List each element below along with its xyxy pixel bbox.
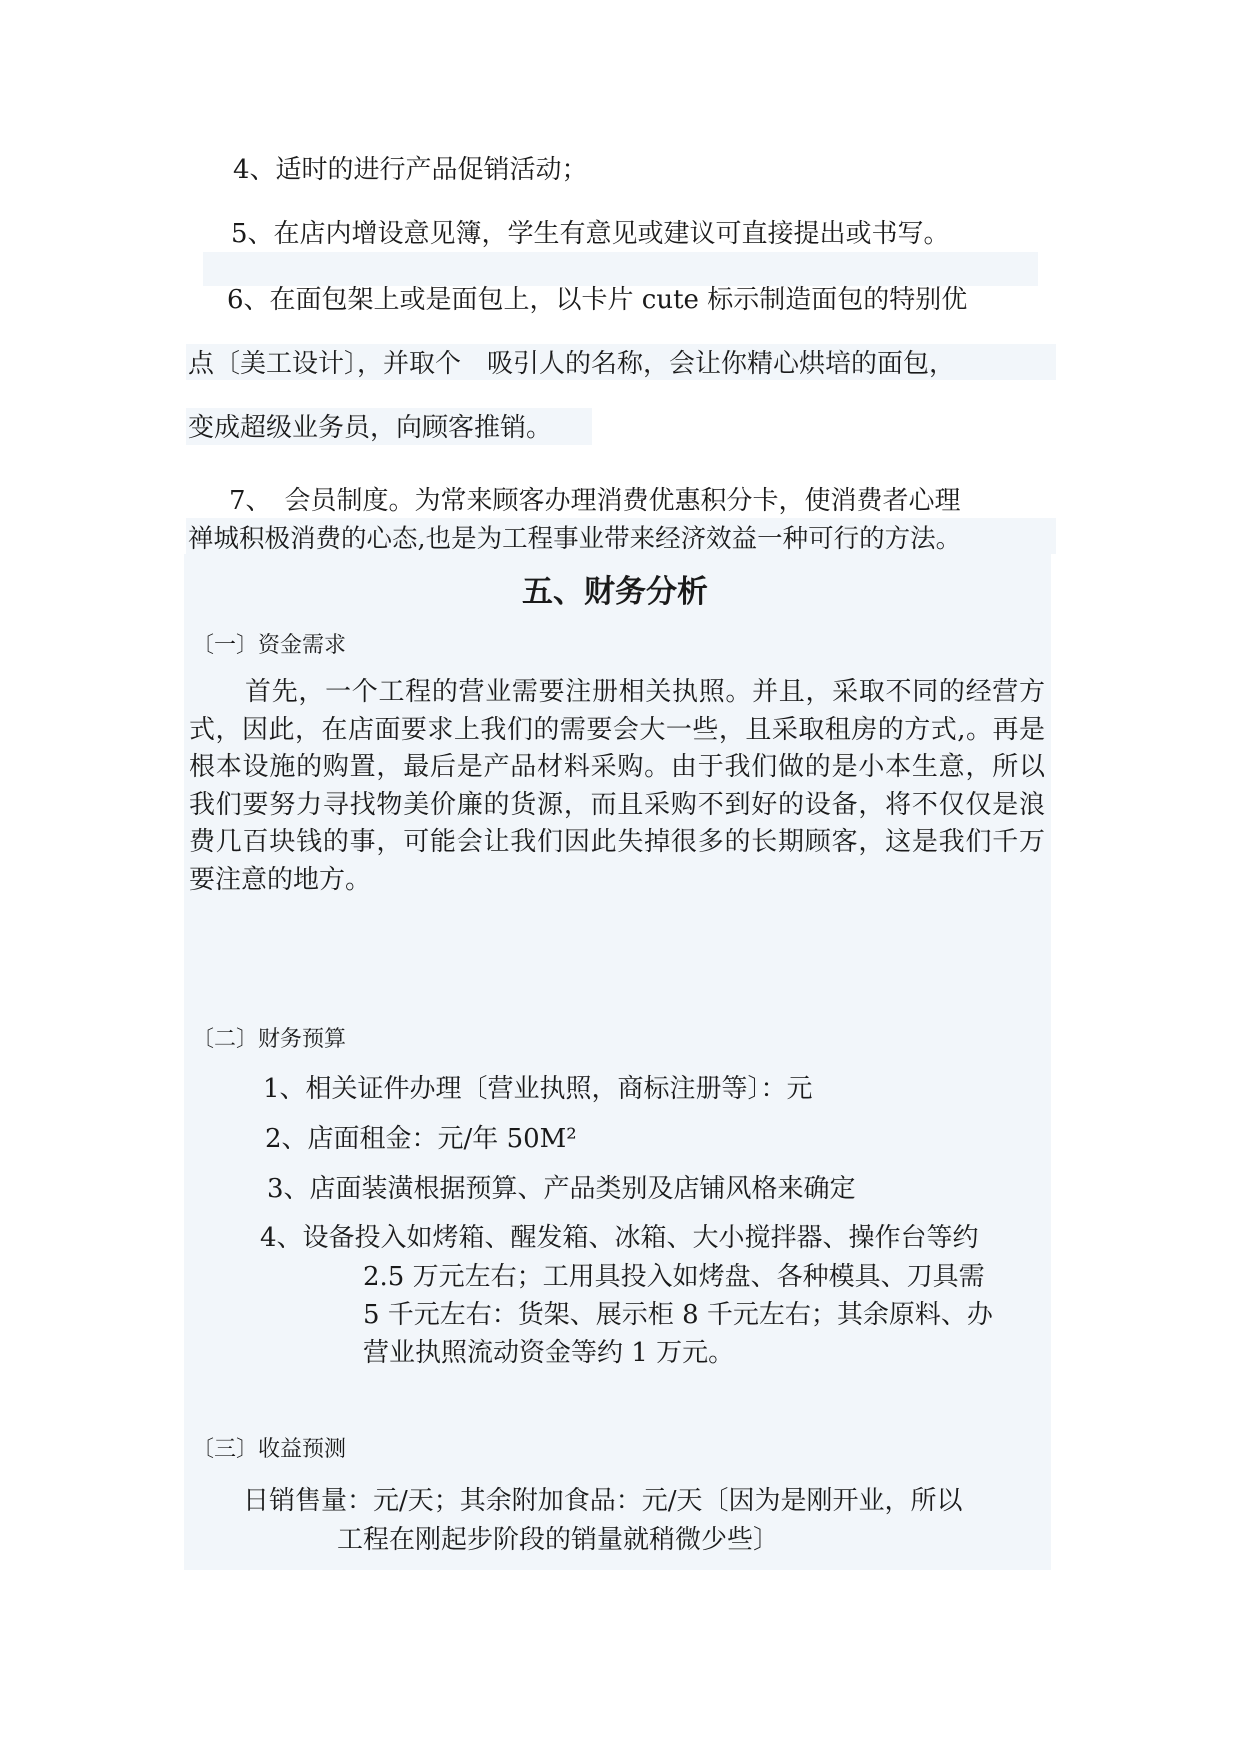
marketing-item-5: 5、在店内增设意见簿，学生有意见或建议可直接提出或书写。 — [231, 219, 950, 249]
marketing-item-4: 4、适时的进行产品促销活动； — [233, 155, 588, 185]
budget-item-4-line2: 2.5 万元左右；工用具投入如烤盘、各种模具、刀具需 — [363, 1262, 985, 1292]
budget-subheading: 〔二〕财务预算 — [192, 1027, 347, 1052]
capital-subheading: 〔一〕资金需求 — [192, 633, 347, 658]
marketing-item-6-line3: 变成超级业务员，向顾客推销。 — [188, 413, 553, 443]
marketing-item-7-line1: 7、 会员制度。为常来顾客办理消费优惠积分卡，使消费者心理 — [229, 486, 961, 516]
budget-item-1: 1、相关证件办理〔营业执照，商标注册等〕：元 — [263, 1074, 813, 1104]
budget-item-4-line1: 4、设备投入如烤箱、醒发箱、冰箱、大小搅拌器、操作台等约 — [260, 1223, 979, 1253]
income-subheading: 〔三〕收益预测 — [192, 1437, 347, 1462]
budget-item-2: 2、店面租金：元/年 50M² — [265, 1124, 577, 1154]
marketing-item-7-line2: 禅城积极消费的心态,也是为工程事业带来经济效益一种可行的方法。 — [188, 524, 962, 554]
marketing-item-6-line1: 6、在面包架上或是面包上，以卡片 cute 标示制造面包的特别优 — [227, 285, 968, 315]
marketing-item-6-line2: 点〔美工设计〕，并取个 吸引人的名称，会让你精心烘培的面包， — [188, 349, 956, 379]
income-line-1: 日销售量：元/天；其余附加食品：元/天〔因为是刚开业，所以 — [243, 1486, 963, 1516]
capital-paragraph: 首先，一个工程的营业需要注册相关执照。并且，采取不同的经营方式，因此，在店面要求上我们的需要会大一些，且采取租房的方式,。再是根本设施的购置，最后是产品材料采购。由于我们做的是小本生意，所以我们要努力寻找物美价廉的货源，而且采购不到好的设备，将不仅仅是浪费几百块钱的事，可能会让我们因此失掉很多的长期顾客，这是我们千万要注意的地方。 — [189, 677, 1045, 895]
section-heading: 五、财务分析 — [522, 574, 708, 610]
income-line-2: 工程在刚起步阶段的销量就稍微少些〕 — [337, 1525, 780, 1555]
budget-item-4-line4: 营业执照流动资金等约 1 万元。 — [363, 1338, 735, 1368]
budget-item-3: 3、店面装潢根据预算、产品类别及店铺风格来确定 — [267, 1174, 856, 1204]
budget-item-4-line3: 5 千元左右：货架、展示柜 8 千元左右；其余原料、办 — [363, 1300, 993, 1330]
